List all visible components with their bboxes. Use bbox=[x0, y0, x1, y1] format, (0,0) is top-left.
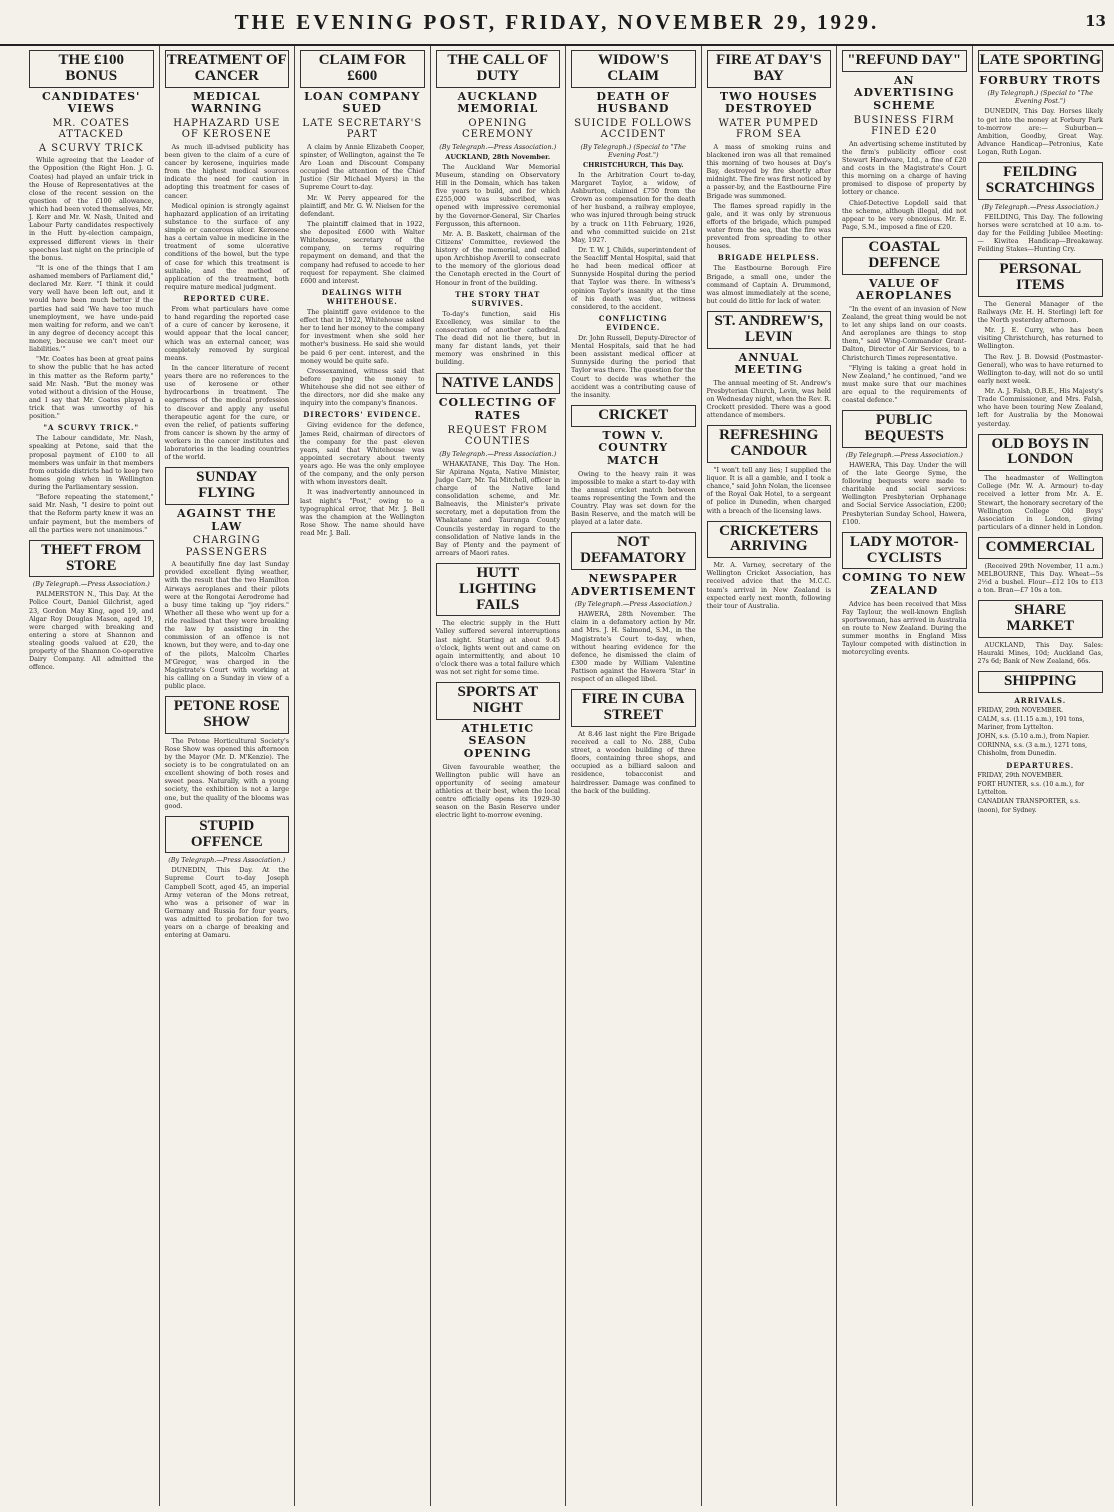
article-paragraph: Given favourable weather, the Wellington public will have an opportunity of seeing amateur athletics at their best, when the local centre officially opens its 1929-30 season on the Basin Reserve under electric light to-morrow evening. bbox=[435, 762, 560, 820]
article-paragraph: Chief-Detective Lopdell said that the scheme, although illegal, did not appear to be very obnoxious. Mr. E. Page, S.M., imposed a fine of £20. bbox=[842, 198, 967, 231]
article-paragraph: Mr. J. E. Curry, who has been visiting Christchurch, has returned to Wellington. bbox=[977, 326, 1103, 351]
article-headline: FEILDING SCRATCHINGS bbox=[978, 162, 1104, 200]
article-paragraph: The plaintiff claimed that in 1922, she deposited £600 with Walter Whitehouse, secretary of the company, on terms requiring repayment on demand, and that the company had refused to accede to her request for repayment. She claimed £600 and interest. bbox=[300, 219, 425, 285]
article-paragraph: The annual meeting of St. Andrew's Presbyterian Church, Levin, was held on Wednesday night, when the Rev. R. Crockett presided. There was a good attendance of members. bbox=[706, 378, 831, 420]
article-byline: (By Telegraph.—Press Association.) bbox=[981, 202, 1099, 211]
article-subhead: COLLECTING OF RATES bbox=[438, 396, 557, 422]
article-headline: WIDOW'S CLAIM bbox=[571, 50, 696, 88]
article-paragraph: Dr. John Russell, Deputy-Director of Mental Hospitals, said that he had been assistant medical officer at Sunnyside during the period that Taylor was there. The question for the Court to decide was whether the accident was a contributing cause of the insanity. bbox=[571, 333, 696, 399]
column-2 bbox=[160, 46, 296, 1506]
article-byline: (By Telegraph.—Press Association.) bbox=[439, 449, 557, 458]
article bbox=[165, 816, 290, 940]
article-paragraph: DUNEDIN, This Day. Horses likely to get into the money at Forbury Park to-morrow are:— Suburban—Ambition, Goodby, Great Way. Advance Handicap—Petronius, Kate Logan, Ruth Logan. bbox=[977, 107, 1103, 157]
article-paragraph: It was inadvertently announced in last night's "Post," owing to a typographical error, that Mr. J. Bell was the champion at the Wellington Rose Show. The name should have read Mr. J. Ball. bbox=[300, 488, 425, 538]
article-byline: (By Telegraph.—Press Association.) bbox=[439, 142, 557, 151]
column-5 bbox=[566, 46, 702, 1506]
article-subhead: OPENING CEREMONY bbox=[461, 117, 534, 141]
article-subhead: LATE SECRETARY'S PART bbox=[302, 117, 423, 141]
article-headline: THEFT FROM STORE bbox=[29, 540, 154, 578]
article bbox=[707, 50, 832, 305]
article bbox=[978, 50, 1104, 156]
article-headline: REFRESHING CANDOUR bbox=[707, 425, 832, 463]
article bbox=[707, 425, 832, 514]
article-headline: NOT DEFAMATORY bbox=[571, 532, 696, 570]
article-subhead: FORBURY TROTS bbox=[979, 73, 1102, 87]
article-paragraph: While agreeing that the Leader of the Opposition (the Right Hon. J. G. Coates) had played an unfair trick in the House of Representatives at the close of the recent session on the question of the £100 allowance, which had been voted themselves, Mr. J. Kerr and Mr. W. Nash, United and Labour Party candidates respectively in the Hutt by-election campaign, expressed different views in their speeches last night on the principle of the bonus. bbox=[29, 156, 154, 262]
article-paragraph: In the cancer literature of recent years there are no references to the use of kerosene or other hydrocarbons in treatment. The eagerness of the medical profession to discover and apply any useful therapeutic agent for the cure, or even the relief, of patients suffering from cancer is shown by the army of workers in the cancer institutes and laboratories in the leading countries of the world. bbox=[164, 363, 289, 462]
article-headline: CLAIM FOR £600 bbox=[300, 50, 425, 88]
article-byline: (By Telegraph.) (Special to "The Evening Post.") bbox=[580, 142, 686, 159]
article-headline: COMMERCIAL bbox=[978, 537, 1104, 559]
article-paragraph: Crossexamined, witness said that before paying the money to Whitehouse she did not see either of the directors, nor did she make any inquiry into the company's finances. bbox=[300, 366, 425, 408]
article-paragraph: A mass of smoking ruins and blackened iron was all that remained this morning of two houses at Day's Bay, destroyed by fire shortly after midnight. The fire was first noticed by a passer-by, and the Eastbourne Fire Brigade was summoned. bbox=[706, 142, 831, 200]
article bbox=[165, 50, 290, 461]
article-subhead: TWO HOUSES DESTROYED bbox=[719, 89, 818, 116]
article bbox=[842, 532, 967, 657]
article-subhead: VALUE OF AEROPLANES bbox=[855, 276, 953, 303]
article-subhead: TOWN V. COUNTRY MATCH bbox=[598, 428, 669, 467]
shipping-list bbox=[978, 772, 1104, 814]
list-item: JOHN, s.s. (5.10 a.m.), from Napier. bbox=[977, 733, 1090, 741]
list-item: CALM, s.s. (11.15 a.m.), 191 tons, Mariner, from Lyttelton. bbox=[977, 715, 1085, 732]
section-heading: DEALINGS WITH WHITEHOUSE. bbox=[321, 287, 403, 306]
article-headline: HUTT LIGHTING FAILS bbox=[436, 563, 561, 616]
article-paragraph: The plaintiff gave evidence to the effect that in 1922, Whitehouse asked her to lend her money to the company for investment when she sold her mother's business. He said she would be paid 6 per cent. interest, and the money would be quite safe. bbox=[300, 307, 425, 365]
article bbox=[978, 162, 1104, 253]
article bbox=[436, 373, 561, 558]
article-paragraph: WHAKATANE, This Day. The Hon. Sir Apirana Ngata, Native Minister, Judge Carr, Mr. Tai Mitchell, officer in charge of the Native land consolidation scheme, and Mr. Balneavis, the Minister's private secretary, met a deputation from the Whakatane and Tauranga County Councils yesterday in regard to the consolidation of Native lands in the Bay of Plenty and the payment of arrears of Maori rates. bbox=[435, 459, 560, 557]
article bbox=[436, 563, 561, 676]
article bbox=[571, 405, 696, 527]
article-paragraph: The Eastbourne Borough Fire Brigade, a small one, under the command of Captain A. Drummond, was almost immediately at the scene, but could do little for lack of water. bbox=[706, 264, 831, 305]
article-dateline: CHRISTCHURCH, This Day. bbox=[582, 160, 684, 169]
article bbox=[978, 434, 1104, 531]
article-paragraph: Giving evidence for the defence, James Reid, chairman of directors of the company for the past eleven years, said that Whitehouse was appointed secretary about twenty years ago. He was the only employee of the company, and the only person with whom investors dealt. bbox=[300, 421, 425, 487]
section-heading: DEPARTURES. bbox=[1006, 761, 1075, 771]
article-paragraph: An advertising scheme instituted by the firm's publicity officer cost Stewart Hardware, Ltd., a fine of £20 and costs in the Magistrate's Court this morning on a charge of having promised to dispose of property by lottery or chance. bbox=[842, 139, 967, 197]
article-headline: OLD BOYS IN LONDON bbox=[978, 434, 1104, 472]
article-headline: "REFUND DAY" bbox=[842, 50, 967, 72]
article-headline: CRICKETERS ARRIVING bbox=[707, 521, 832, 559]
article-paragraph: AUCKLAND, This Day. Sales: Hauraki Mines, 10d; Auckland Gas, 27s 6d; Bank of New Zealand, 66s. bbox=[977, 640, 1103, 666]
article-paragraph: Mr. A. J. Falsh, O.B.E., His Majesty's Trade Commissioner, and Mrs. Falsh, who have been touring New Zealand, left for Australia by the Monowai yesterday. bbox=[977, 387, 1103, 428]
article-headline: ST. ANDREW'S, LEVIN bbox=[707, 311, 832, 349]
article-paragraph: Owing to the heavy rain it was impossible to make a start to-day with the annual cricket match between teams representing the Town and the Country. Play was set down for the Basin Reserve, and the match will be played at a later date. bbox=[571, 469, 696, 527]
column-6 bbox=[702, 46, 838, 1506]
article-subhead: BUSINESS FIRM FINED £20 bbox=[853, 114, 955, 138]
article bbox=[436, 50, 561, 367]
article-paragraph: A beautifully fine day last Sunday provided excellent flying weather, with the result that the two Hamilton Airways aeroplanes and their pilots were at the Rongotai Aerodrome had a busy time taking up "joy riders." Whether all these who went up for a ride realised that they were breaking the law by assisting in the commission of an offence is not known, but they were, and to-day one of the pilots, Malcolm Charles M'Gregor, was charged in the Magistrate's Court with working at his calling on a Sunday in view of a public place. bbox=[164, 560, 289, 691]
article-subhead: HAPHAZARD USE OF KEROSENE bbox=[173, 117, 281, 141]
article bbox=[571, 50, 696, 399]
article-headline: SHIPPING bbox=[978, 671, 1104, 693]
article-headline: CRICKET bbox=[571, 405, 696, 427]
article-paragraph: "Mr. Coates has been at great pains to show the public that he has acted in this matter as the Reform party," said Mr. Nash. "But the money was voted without a division of the House, and I say that Mr. Coates played a trick that was unworthy of his position." bbox=[29, 355, 154, 421]
article-headline: TREATMENT OF CANCER bbox=[165, 50, 290, 88]
article bbox=[842, 50, 967, 231]
article-headline: FIRE IN CUBA STREET bbox=[571, 689, 696, 727]
article bbox=[165, 467, 290, 690]
article bbox=[571, 689, 696, 795]
article-paragraph: At 8.46 last night the Fire Brigade received a call to No. 288, Cuba street, a wooden building of three floors, containing three shops, and occupied as a billiard saloon and residence, tobacconist and hairdresser. Damage was confined to the back of the building. bbox=[571, 729, 696, 795]
article bbox=[978, 671, 1104, 814]
article-paragraph: In the Arbitration Court to-day, Margaret Taylor, a widow, of Ashburton, claimed £750 from the Crown as compensation for the death of her husband, a railway employee, who was injured through being struck by a truck on 11th February, 1926, and who committed suicide on 21st May, 1927. bbox=[571, 170, 696, 244]
article-paragraph: HAWERA, This Day. Under the will of the late George Syme, the following bequests were made to charitable and social services: Wellington Presbyterian Orphanage and Social Service Association, £200; Presbyterian Sunday School, Hawera, £100. bbox=[842, 460, 967, 526]
column-4 bbox=[431, 46, 567, 1506]
article-paragraph: A claim by Annie Elizabeth Cooper, spinster, of Wellington, against the Te Aro Loan and Discount Company occupied the attention of the Chief Justice (Sir Michael Myers) in the Supreme Court to-day. bbox=[300, 142, 425, 192]
article-paragraph: As much ill-advised publicity has been given to the claim of a cure of cancer by kerosene, inquiries made from the highest medical sources indicate the need for caution in adopting this treatment for cases of cancer. bbox=[164, 142, 289, 200]
article-subhead: MEDICAL WARNING bbox=[191, 89, 263, 116]
section-heading: BRIGADE HELPLESS. bbox=[717, 253, 820, 263]
article-paragraph: The Petone Horticultural Society's Rose Show was opened this afternoon by the Mayor (Mr. D. M'Kenzie). The society is to be congratulated on an excellent showing of both roses and sweet peas. Naturally, with a young society, the exhibition is not a large one, but the quality of the blooms was good. bbox=[164, 736, 289, 810]
article-dateline: AUCKLAND, 28th November. bbox=[445, 152, 551, 161]
article-paragraph: FEILDING, This Day. The following horses were scratched at 10 a.m. to-day for the Feilding Jubilee Meeting:— Kiwitea Handicap—Breakaway. Feilding Stakes—Hunting Cry. bbox=[977, 212, 1103, 254]
article-subhead: AN ADVERTISING SCHEME bbox=[853, 73, 955, 113]
section-heading: ARRIVALS. bbox=[1014, 695, 1067, 705]
article-paragraph: The Labour candidate, Mr. Nash, speaking at Petone, said that the proposal payment of £100 to all members was unfair in that members from outside districts had to keep two homes going when in Wellington during the Parliamentary session. bbox=[29, 434, 154, 492]
list-item: FRIDAY, 29th NOVEMBER. bbox=[977, 706, 1063, 714]
article-paragraph: The electric supply in the Hutt Valley suffered several interruptions last night. Starting at about 9.45 o'clock, lights went out and came on again intermittently, and about 10 o'clock there was a total failure which was not set right for some time. bbox=[435, 619, 560, 677]
masthead bbox=[0, 0, 1114, 46]
article-paragraph: The Rev. J. B. Dowsid (Postmaster-General), who was to have returned to Wellington to-day, will not do so until early next week. bbox=[977, 352, 1103, 385]
list-item: CANADIAN TRANSPORTER, s.s. (noon), for Sydney. bbox=[977, 798, 1081, 814]
article-subhead: MR. COATES ATTACKED bbox=[52, 117, 130, 141]
article-byline: (By Telegraph.—Press Association.) bbox=[32, 580, 150, 589]
article-headline: PERSONAL ITEMS bbox=[978, 259, 1104, 297]
article bbox=[571, 532, 696, 683]
article-paragraph: "I won't tell any lies; I supplied the liquor. It is all a gamble, and I took a chance," said John Nolan, the licensee of the Royal Oak Hotel, to a sergeant of police in Dunedin, when charged with a breach of the licensing laws. bbox=[706, 465, 831, 515]
newspaper-title: THE EVENING POST, FRIDAY, NOVEMBER 29, 1929. bbox=[234, 9, 880, 34]
column-1 bbox=[24, 46, 160, 1506]
article-headline: PUBLIC BEQUESTS bbox=[842, 410, 967, 448]
article bbox=[300, 50, 425, 537]
article-paragraph: PALMERSTON N., This Day. At the Police Court, Daniel Gilchrist, aged 23, Gordon May King, aged 19, and Algar Roy Douglas Mason, aged 19, were charged with breaking and entering a store at Shannon and stealing goods valued at £20, the property of the Shannon Co-operative Dairy Company. All admitted the offence. bbox=[29, 590, 154, 672]
article bbox=[165, 696, 290, 810]
shipping-list bbox=[978, 707, 1104, 758]
article-headline: LATE SPORTING bbox=[978, 50, 1104, 72]
newspaper-columns bbox=[24, 46, 1108, 1506]
article-paragraph: The flames spread rapidly in the gale, and it was only by strenuous efforts of the brigade, which pumped water from the sea, that the fire was prevented from spreading to other houses. bbox=[706, 201, 831, 251]
section-heading: CONFLICTING EVIDENCE. bbox=[598, 313, 668, 332]
article-headline: SUNDAY FLYING bbox=[165, 467, 290, 505]
article-subhead: LOAN COMPANY SUED bbox=[304, 89, 421, 116]
article-headline: LADY MOTOR-CYCLISTS bbox=[842, 532, 967, 570]
article bbox=[978, 259, 1104, 427]
article-paragraph: DUNEDIN, This Day. At the Supreme Court to-day Joseph Campbell Scott, aged 45, an imperial Army veteran of the Mons retreat, who was a prisoner of war in Germany and Russia for four years, was admitted to probation for two years on a charge of breaking and entering at Oamaru. bbox=[164, 866, 289, 940]
article-paragraph: Mr. W. Perry appeared for the plaintiff, and Mr. G. W. Nielsen for the defendant. bbox=[300, 193, 425, 218]
article-subhead: NEWSPAPER ADVERTISEMENT bbox=[571, 571, 697, 598]
article-headline: STUPID OFFENCE bbox=[165, 816, 290, 854]
article-subhead: AGAINST THE LAW bbox=[176, 506, 277, 533]
article-paragraph: Dr. T. W. J. Childs, superintendent of the Seacliff Mental Hospital, said that he had been medical officer at Sunnyside Hospital during the period that Taylor was there. In witness's opinion Taylor's insanity at the time of his death was due, witness considered, to the accident. bbox=[571, 245, 696, 311]
article-subhead: WATER PUMPED FROM SEA bbox=[718, 117, 819, 141]
page-number: 13 bbox=[1085, 12, 1106, 30]
article-paragraph: From what particulars have come to hand regarding the reported case of a cure of cancer by kerosene, it would appear that the local cancer, which was an external cancer, was completely removed by surgical means. bbox=[164, 305, 289, 362]
list-item: FRIDAY, 29th NOVEMBER. bbox=[977, 772, 1063, 780]
article-paragraph: Medical opinion is strongly against haphazard application of an irritating substance to the surface of any simple or cancerous ulcer. Kerosene has a certain value in medicine in the treatment of some ulcerative conditions of the bowel, but the type of case for which this treatment is suitable, and the method of application of the treatment, both require mature medical judgment. bbox=[164, 201, 289, 291]
article-paragraph: HAWERA, 28th November. The claim in a defamatory action by Mr. and Mrs. J. H. Salmond, S.M., in the Magistrate's Court to-day, when, without hearing evidence for the defence, he dismissed the claim of £300 made by William Valentine Pattison against the Hawera 'Star' in respect of an alleged libel. bbox=[571, 610, 696, 684]
article-headline: PETONE ROSE SHOW bbox=[165, 696, 290, 734]
article bbox=[978, 537, 1104, 594]
article-subhead: ATHLETIC SEASON OPENING bbox=[461, 721, 535, 760]
section-heading: THE STORY THAT SURVIVES. bbox=[455, 289, 541, 308]
section-heading: REPORTED CURE. bbox=[183, 294, 271, 304]
article-byline: (By Telegraph.) (Special to "The Evening Post.") bbox=[987, 89, 1093, 106]
article-paragraph: "In the event of an invasion of New Zealand, the great thing would be not to let any ships land on our coasts. And aeroplanes are things to stop them," said Wing-Commander Grant-Dalton, Director of Air Services, to a Christchurch Times representative. bbox=[842, 304, 967, 362]
article-subhead: A SCURVY TRICK bbox=[38, 142, 144, 154]
section-heading: DIRECTORS' EVIDENCE. bbox=[303, 410, 422, 420]
article-subhead: DEATH OF HUSBAND bbox=[596, 89, 671, 116]
article-headline: FIRE AT DAY'S BAY bbox=[707, 50, 832, 88]
section-heading: "A SCURVY TRICK." bbox=[43, 423, 140, 433]
article-byline: (By Telegraph.—Press Association.) bbox=[574, 600, 692, 609]
article bbox=[29, 50, 154, 534]
article-subhead: CANDIDATES' VIEWS bbox=[42, 89, 141, 116]
article-subhead: AUCKLAND MEMORIAL bbox=[457, 89, 539, 116]
article-subhead: CHARGING PASSENGERS bbox=[185, 535, 268, 558]
article bbox=[842, 237, 967, 404]
article bbox=[842, 410, 967, 526]
article-headline: SHARE MARKET bbox=[978, 600, 1104, 638]
list-item: FORT HUNTER, s.s. (10 a.m.), for Lyttelton. bbox=[977, 781, 1085, 797]
article-paragraph: The headmaster of Wellington College (Mr. W. A. Armour) to-day received a letter from Mr. A. E. Stewart, the honorary secretary of the Wellington College Old Boys' Association in London, giving particulars of a dinner held in London. bbox=[977, 474, 1103, 531]
article bbox=[707, 521, 832, 610]
column-8 bbox=[973, 46, 1109, 1506]
article-paragraph: "Flying is taking a great hold in New Zealand," he continued, "and we must make sure that our machines are equal to the requirements of coastal defence." bbox=[842, 363, 967, 405]
article-paragraph: The General Manager of the Railways (Mr. H. H. Sterling) left for the North yesterday afternoon. bbox=[977, 299, 1103, 325]
article bbox=[436, 682, 561, 819]
article-subhead: SUICIDE FOLLOWS ACCIDENT bbox=[574, 117, 693, 141]
column-3 bbox=[295, 46, 431, 1506]
article-subhead: COMING TO NEW ZEALAND bbox=[842, 571, 967, 597]
article bbox=[29, 540, 154, 672]
article-subhead: ANNUAL MEETING bbox=[734, 350, 804, 377]
article bbox=[978, 600, 1104, 665]
column-7 bbox=[837, 46, 973, 1506]
article-paragraph: "Before repeating the statement," said Mr. Nash, "I desire to point out that the Reform party knew it was an unfair payment, but the members of all the parties were not unanimous." bbox=[29, 493, 154, 534]
article-headline: COASTAL DEFENCE bbox=[842, 237, 967, 275]
article-subhead: REQUEST FROM COUNTIES bbox=[447, 424, 548, 448]
article-paragraph: Mr. A. B. Baskett, chairman of the Citizens' Committee, reviewed the history of the memorial, and called upon Archbishop Averill to consecrate to the memory of the glorious dead the Cenotaph erected in the Court of Honour in front of the building. bbox=[435, 229, 560, 287]
article-headline: SPORTS AT NIGHT bbox=[436, 682, 561, 720]
article-paragraph: "It is one of the things that I am ashamed members of Parliament did," declared Mr. Kerr. "I think it could very well have been left out, and it would have been much better if the parties had said 'We have too much unemployment, we have unde-paid men waiting for reform, and we can't in any degree of decency accept this money, because we can't meet our liabilities.'" bbox=[29, 263, 154, 354]
article-byline: (By Telegraph.—Press Association.) bbox=[845, 450, 963, 459]
list-item: CORINNA, s.s. (3 a.m.), 1271 tons, Chisholm, from Dunedin. bbox=[977, 742, 1088, 758]
article-headline: NATIVE LANDS bbox=[436, 373, 561, 395]
article-headline: THE £100 BONUS bbox=[29, 50, 154, 88]
article bbox=[707, 311, 832, 419]
article-headline: THE CALL OF DUTY bbox=[436, 50, 561, 88]
article-paragraph: Advice has been received that Miss Fay Taylour, the well-known English sportswoman, has arrived in Australia en route to New Zealand. During the summer months in England Miss Taylour competed with distinction in motorcycling events. bbox=[842, 599, 967, 657]
article-paragraph: The Auckland War Memorial Museum, standing on Observatory Hill in the Domain, which has taken five years to build, and for which £255,000 was subscribed, was opened with impressive ceremonial by the Governor-General, Sir Charles Fergusson, this afternoon. bbox=[435, 162, 560, 228]
article-byline: (By Telegraph.—Press Association.) bbox=[168, 856, 286, 865]
article-paragraph: To-day's function, said His Excellency, was similar to the consecration of another cathedral. The dead did not lie there, but in many far distant lands, yet their memory was enshrined in this building. bbox=[435, 309, 560, 367]
article-paragraph: Mr. A. Varney, secretary of the Wellington Cricket Association, has received advice that the M.C.C. team's arrival in New Zealand is expected early next month, following their tour of Australia. bbox=[706, 561, 831, 610]
article-paragraph: (Received 29th November, 11 a.m.) MELBOURNE, This Day. Wheat—5s 2½d a bushel. Flour—£12 10s to £13 a ton. Bran—£7 10s a ton. bbox=[977, 561, 1103, 595]
